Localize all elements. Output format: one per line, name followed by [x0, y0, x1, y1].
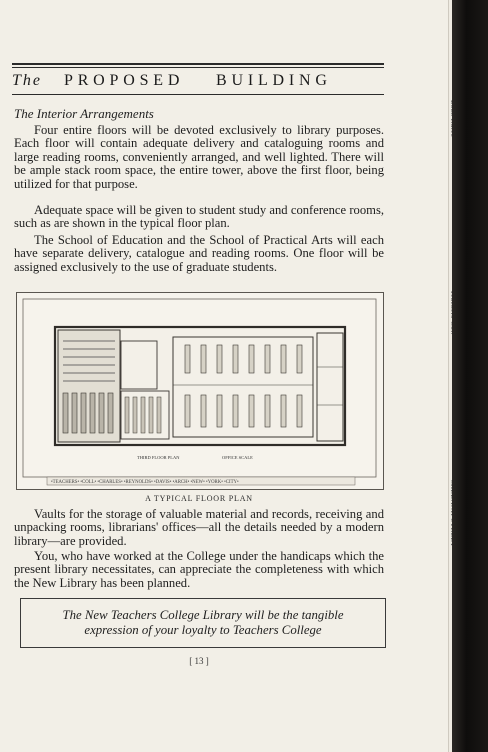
quote-line-1: The New Teachers College Library will be the tangible [62, 608, 344, 622]
section-subheading: The Interior Arrangements [14, 106, 154, 121]
heading-proposed: PROPOSED [64, 72, 185, 89]
header-rule-top [12, 63, 384, 65]
heading-the: The [12, 72, 42, 89]
plan-title: THIRD FLOOR PLAN [137, 455, 180, 460]
architect-stamp: •TEACHERS• •COLL• •CHARLES• •REYNOLDS• •DAVIS• •ARCH• •NEW• •YORK• •CITY• [51, 480, 239, 485]
header-rule-bottom [12, 94, 384, 95]
page-heading [12, 70, 384, 92]
paragraph-5: You, who have worked at the College under the handicaps which the present library necessitates, can appreciate the completeness with which the New Library has been planned. [14, 549, 384, 590]
heading-building: BUILDING [216, 72, 332, 89]
floor-plan-drawing [17, 293, 382, 488]
quote-box [20, 598, 386, 648]
paragraph-4: Vaults for the storage of valuable material and records, receiving and unpacking rooms, librarians' offices—all the details needed by a modern library—are provided. [14, 507, 384, 548]
paragraph-2: Adequate space will be given to student study and conference rooms, such as are shown in the typical floor plan. [14, 203, 384, 231]
figure-caption: A TYPICAL FLOOR PLAN [145, 494, 253, 503]
quote-line-2: expression of your loyalty to Teachers College [84, 623, 322, 637]
header-rule-top-thin [12, 67, 384, 68]
floor-plan-figure [16, 292, 384, 490]
paragraph-1: Four entire floors will be devoted exclusively to library purposes. Each floor will contain adequate delivery and cataloguing rooms and large reading rooms, conveniently arranged, and well lighted. There will be ample stack room space, the entire tower, above the first floor, being utilized for that purpose. [14, 123, 384, 191]
plan-subtitle: OFFICE SCALE [222, 455, 253, 460]
binding-shadow [452, 0, 488, 752]
paragraph-3: The School of Education and the School of Practical Arts will each have separate delivery, catalogue and reading rooms. One floor will be assigned exclusively to the use of graduate students. [14, 233, 384, 274]
page-number: [ 13 ] [189, 656, 209, 666]
